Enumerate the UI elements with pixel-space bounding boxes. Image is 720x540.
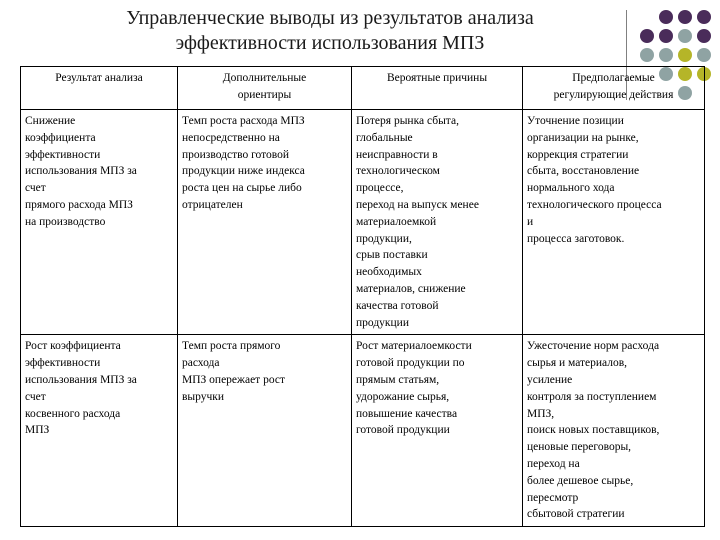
slide-title xyxy=(0,6,660,56)
cell-additional: Темп роста расхода МПЗ непосредственно на производство готовой продукции ниже индекса роста цен на сырье либо отрицателен xyxy=(178,110,352,335)
header-result: Результат анализа xyxy=(21,67,178,110)
decor-dot xyxy=(659,29,673,43)
table-row xyxy=(21,335,705,527)
cell-result: Рост коэффициента эффективности использования МПЗ за счет косвенного расхода МПЗ xyxy=(21,335,178,527)
header-additional: Дополнительные ориентиры xyxy=(178,67,352,110)
decor-dot xyxy=(659,10,673,24)
header-causes: Вероятные причины xyxy=(352,67,523,110)
cell-additional: Темп роста прямого расхода МПЗ опережает рост выручки xyxy=(178,335,352,527)
table-row xyxy=(21,110,705,335)
decor-dot xyxy=(678,48,692,62)
cell-result: Снижение коэффициента эффективности использования МПЗ за счет прямого расхода МПЗ на производство xyxy=(21,110,178,335)
cell-causes: Рост материалоемкости готовой продукции по прямым статьям, удорожание сырья, повышение качества готовой продукции xyxy=(352,335,523,527)
title-line-2: эффективности использования МПЗ xyxy=(175,32,485,54)
decor-dot xyxy=(678,10,692,24)
cell-actions: Уточнение позиции организации на рынке, коррекция стратегии сбыта, восстановление нормального хода технологического процесса и процесса заготовок. xyxy=(523,110,705,335)
decor-dot xyxy=(697,48,711,62)
decor-dot xyxy=(697,10,711,24)
cell-causes: Потеря рынка сбыта, глобальные неисправности в технологическом процессе, переход на выпуск менее материалоемкой продукции, срыв поставки необходимых материалов, снижение качества готовой продукции xyxy=(352,110,523,335)
header-actions: Предполагаемые регулирующие действия xyxy=(523,67,705,110)
conclusions-table xyxy=(20,66,705,527)
table-header-row xyxy=(21,67,705,110)
title-line-1: Управленческие выводы из результатов анализа xyxy=(126,7,534,29)
cell-actions: Ужесточение норм расхода сырья и материалов, усиление контроля за поступлением МПЗ, поиск новых поставщиков, ценовые переговоры, переход на более дешевое сырье, пересмотр сбытовой стратегии xyxy=(523,335,705,527)
decor-dot xyxy=(697,29,711,43)
decor-dot xyxy=(678,29,692,43)
decor-dot xyxy=(659,48,673,62)
